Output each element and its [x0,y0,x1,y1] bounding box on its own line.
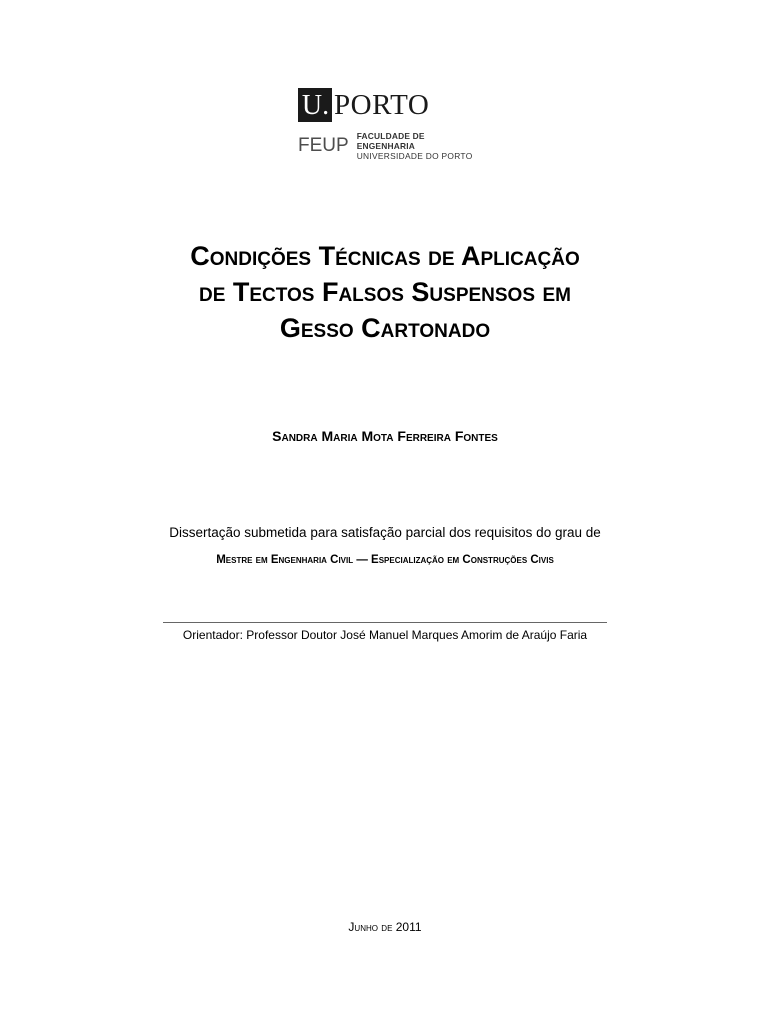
logo-u-block: U. [298,88,332,122]
submission-date: Junho de 2011 [348,920,422,934]
document-title [0,238,770,346]
university-logo [298,88,478,161]
logo-feup-text: FEUP [298,135,349,156]
logo-faculty-text [357,131,478,161]
degree-name: Mestre em Engenharia Civil — Especialização em Construções Civis [216,554,554,566]
advisor-line: Orientador: Professor Doutor José Manuel Marques Amorim de Araújo Faria [182,628,588,642]
dissertation-statement: Dissertação submetida para satisfação parcial dos requisitos do grau de [169,525,601,540]
separator-line [163,622,607,623]
uporto-wordmark [298,88,429,122]
logo-faculty-line1: FACULDADE DE ENGENHARIA [356,131,425,151]
logo-porto-text: PORTO [334,89,430,121]
title-line-1: Condições Técnicas de Aplicação [190,241,580,271]
author-name: Sandra Maria Mota Ferreira Fontes [272,428,498,444]
feup-wordmark [298,131,478,161]
logo-faculty-line2: UNIVERSIDADE DO PORTO [356,151,473,161]
title-line-3: Gesso Cartonado [279,313,491,343]
title-line-2: de Tectos Falsos Suspensos em [198,277,572,307]
